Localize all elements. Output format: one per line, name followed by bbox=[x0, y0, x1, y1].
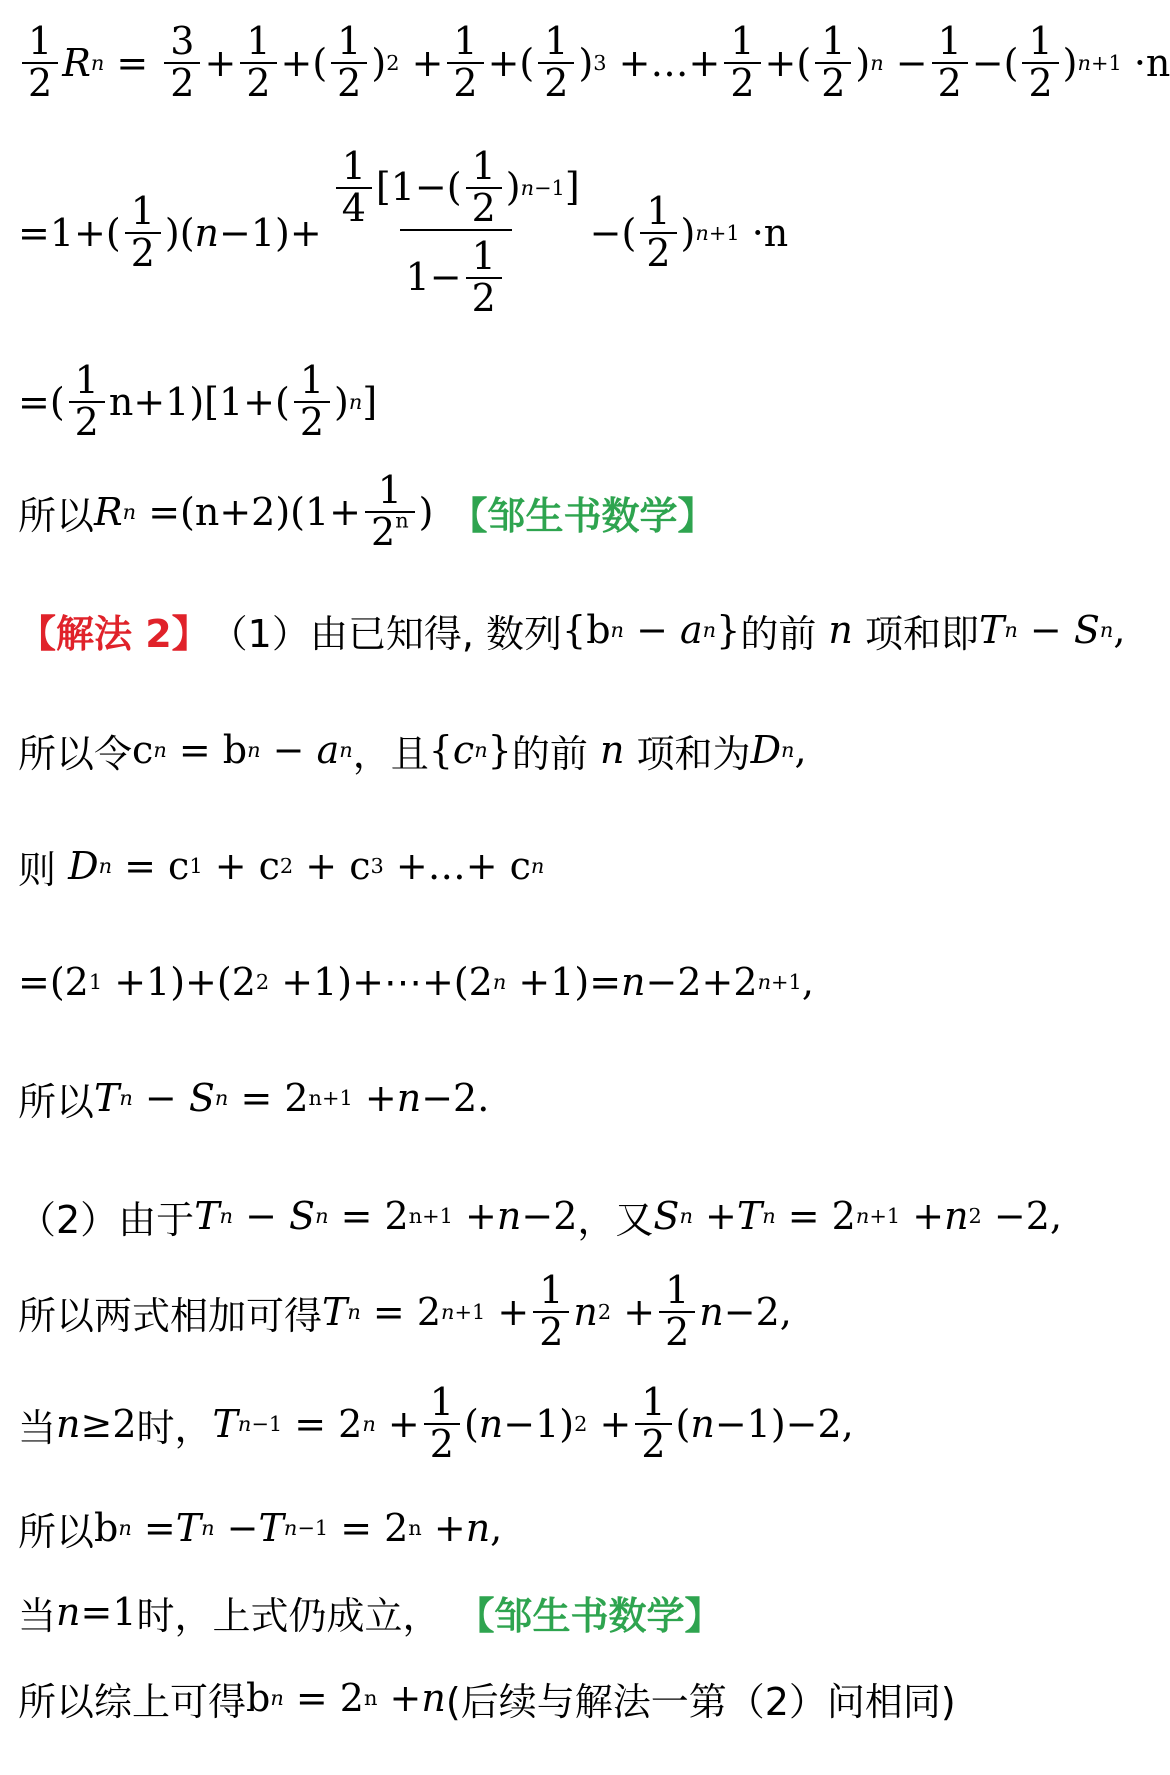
text-l6-prefix: 所以令 bbox=[18, 731, 133, 776]
formula-line-15: 所以综上可得 b n = 2 n + n (后续与解法一第（2）问相同) bbox=[18, 1668, 956, 1728]
watermark-tag-2: 【邹生书数学】 bbox=[456, 1593, 723, 1638]
formula-line-13: 所以 b n = T n − T n−1 = 2 n + n , bbox=[18, 1498, 502, 1558]
text-l10-prefix: （2）由于 bbox=[18, 1197, 195, 1242]
text-l14-mid: 时，上式仍成立， bbox=[136, 1593, 441, 1638]
formula-line-12: 当 n ≥2 时， T n−1 = 2 n + $\frac{1}{2}$ ( n −1) 2 + $\frac{1}{2}$ ( n −1)−2, bbox=[18, 1380, 854, 1466]
formula-line-7: 则 D n = c 1 + c 2 + c 3 +…+ c n bbox=[18, 836, 544, 896]
formula-line-4: 所以 R n =(n+2)(1+ $\frac{1}{2^n}$ ) 【邹生书数学】 bbox=[18, 468, 716, 554]
text-l6-mid3: 项和为 bbox=[636, 731, 751, 776]
text-m2-part1c: 项和即 bbox=[865, 611, 980, 656]
text-l15-suffix: (后续与解法一第（2）问相同) bbox=[445, 1679, 956, 1724]
text-l6-mid2: 的前 bbox=[511, 731, 588, 776]
text-l14-prefix: 当 bbox=[18, 1593, 57, 1638]
formula-line-2: =1+( $\frac{1}{2}$ )( n −1)+ $\frac{1}{4}$ [1−( $\frac{1}{2}$ ) n−1 ] 1− $\frac{1}{2}$ −( $\frac{1}{2}$ ) n+1 ·n bbox=[18, 144, 789, 320]
formula-line-1: $\frac{1}{2}$ R n = $\frac{3}{2}$ + $\frac{1}{2}$ +( $\frac{1}{2}$ ) 2 + $\frac{1}{2}$ +( $\frac{1}{2}$ ) 3 +…+ $\frac{1}{2}$ +( $\frac{1}{2}$ ) n − $\frac{1}{2}$ −( $\frac{1}{2}$ ) n+1 ·n bbox=[18, 8, 1170, 118]
text-m2-part1b: 的前 bbox=[740, 611, 817, 656]
formula-line-5: 【解法 2】 （1）由已知得, 数列 {b n − a n } 的前 n 项和即 T n − S n , bbox=[18, 600, 1125, 660]
text-l13-prefix: 所以 bbox=[18, 1509, 95, 1554]
text-l12-mid: 时， bbox=[136, 1405, 213, 1450]
text-m2-part1: （1）由已知得, 数列 bbox=[209, 611, 563, 656]
text-l15-prefix: 所以综上可得 bbox=[18, 1679, 247, 1724]
formula-line-3: =( $\frac{1}{2}$ n+1)[1+( $\frac{1}{2}$ ) n ] bbox=[18, 358, 378, 444]
formula-line-9: 所以 T n − S n = 2 n+1 + n −2. bbox=[18, 1068, 489, 1128]
text-l6-mid: ，且 bbox=[352, 731, 429, 776]
formula-line-11: 所以两式相加可得 T n = 2 n+1 + $\frac{1}{2}$ n 2 + $\frac{1}{2}$ n −2, bbox=[18, 1268, 792, 1354]
text-l12-prefix: 当 bbox=[18, 1405, 57, 1450]
text-l10-mid: ，又 bbox=[577, 1197, 654, 1242]
formula-line-14: 当 n =1 时，上式仍成立， 【邹生书数学】 bbox=[18, 1582, 723, 1642]
text-l4-prefix: 所以 bbox=[18, 493, 95, 538]
formula-line-10: （2）由于 T n − S n = 2 n+1 + n −2 ，又 S n + T n = 2 n+1 + n 2 −2, bbox=[18, 1186, 1062, 1246]
formula-line-6: 所以令 c n = b n − a n ，且 { c n } 的前 n 项和为 D n , bbox=[18, 720, 807, 780]
text-l7-prefix: 则 bbox=[18, 847, 57, 892]
method2-tag: 【解法 2】 bbox=[18, 611, 210, 656]
watermark-tag-1: 【邹生书数学】 bbox=[449, 493, 716, 538]
text-l9-prefix: 所以 bbox=[18, 1079, 95, 1124]
text-l11-prefix: 所以两式相加可得 bbox=[18, 1293, 323, 1338]
formula-line-8: =(2 1 +1)+(2 2 +1)+⋯+(2 n +1)= n −2+2 n+1 , bbox=[18, 960, 814, 1004]
